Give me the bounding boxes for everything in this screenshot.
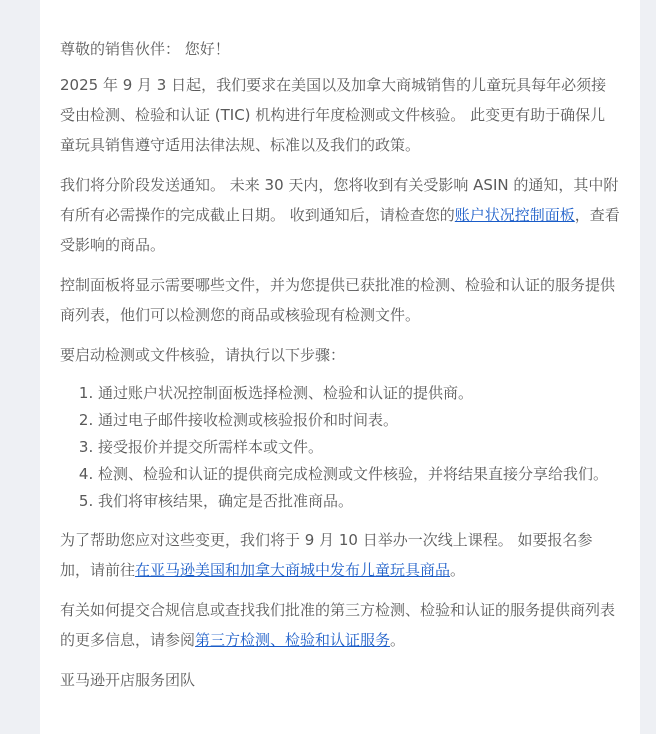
signature: 亚马逊开店服务团队 (60, 671, 196, 689)
paragraph-notification-tail: ，查看受影响的商品。 (60, 206, 620, 254)
tic-services-link[interactable]: 第三方检测、检验和认证服务 (195, 631, 391, 649)
paragraph-notification-text: 我们将分阶段发送通知。 未来 30 天内，您将收到有关受影响 ASIN 的通知，其中附有所有必需操作的完成截止日期。 收到通知后，请检查您的 (60, 176, 619, 224)
toy-listing-course-link[interactable]: 在亚马逊美国和加拿大商城中发布儿童玩具商品 (135, 561, 451, 579)
paragraph-course-tail: 。 (450, 561, 466, 579)
list-item: 3. 接受报价并提交所需样本或文件。 (98, 434, 620, 461)
list-item: 4. 检测、检验和认证的提供商完成检测或文件核验，并将结果直接分享给我们。 (98, 461, 620, 488)
paragraph-notification (60, 170, 620, 260)
paragraph-course (60, 525, 620, 585)
account-health-dashboard-link[interactable]: 账户状况控制面板 (454, 206, 575, 224)
paragraph-more-info (60, 595, 620, 655)
list-item: 5. 我们将审核结果，确定是否批准商品。 (98, 488, 620, 515)
paragraph-more-info-tail: 。 (390, 631, 406, 649)
steps-intro: 要启动检测或文件核验，请执行以下步骤： (60, 346, 346, 364)
email-body (40, 0, 640, 734)
paragraph-course-text: 为了帮助您应对这些变更，我们将于 9 月 10 日举办一次线上课程。 如要报名参加，请前往 (60, 531, 593, 579)
steps-list (60, 380, 620, 515)
paragraph-dashboard: 控制面板将显示需要哪些文件，并为您提供已获批准的检测、检验和认证的服务提供商列表，他们可以检测您的商品或核验现有检测文件。 (60, 276, 616, 324)
greeting: 尊敬的销售伙伴： 您好！ (60, 40, 230, 58)
paragraph-requirement: 2025 年 9 月 3 日起，我们要求在美国以及加拿大商城销售的儿童玩具每年必须接受由检测、检验和认证 (TIC) 机构进行年度检测或文件核验。 此变更有助于确保儿童玩具销售遵守适用法律法规、标准以及我们的政策。 (60, 76, 607, 154)
list-item: 2. 通过电子邮件接收检测或核验报价和时间表。 (98, 407, 620, 434)
paragraph-more-info-text: 有关如何提交合规信息或查找我们批准的第三方检测、检验和认证的服务提供商列表的更多信息，请参阅 (60, 601, 616, 649)
list-item: 1. 通过账户状况控制面板选择检测、检验和认证的提供商。 (98, 380, 620, 407)
